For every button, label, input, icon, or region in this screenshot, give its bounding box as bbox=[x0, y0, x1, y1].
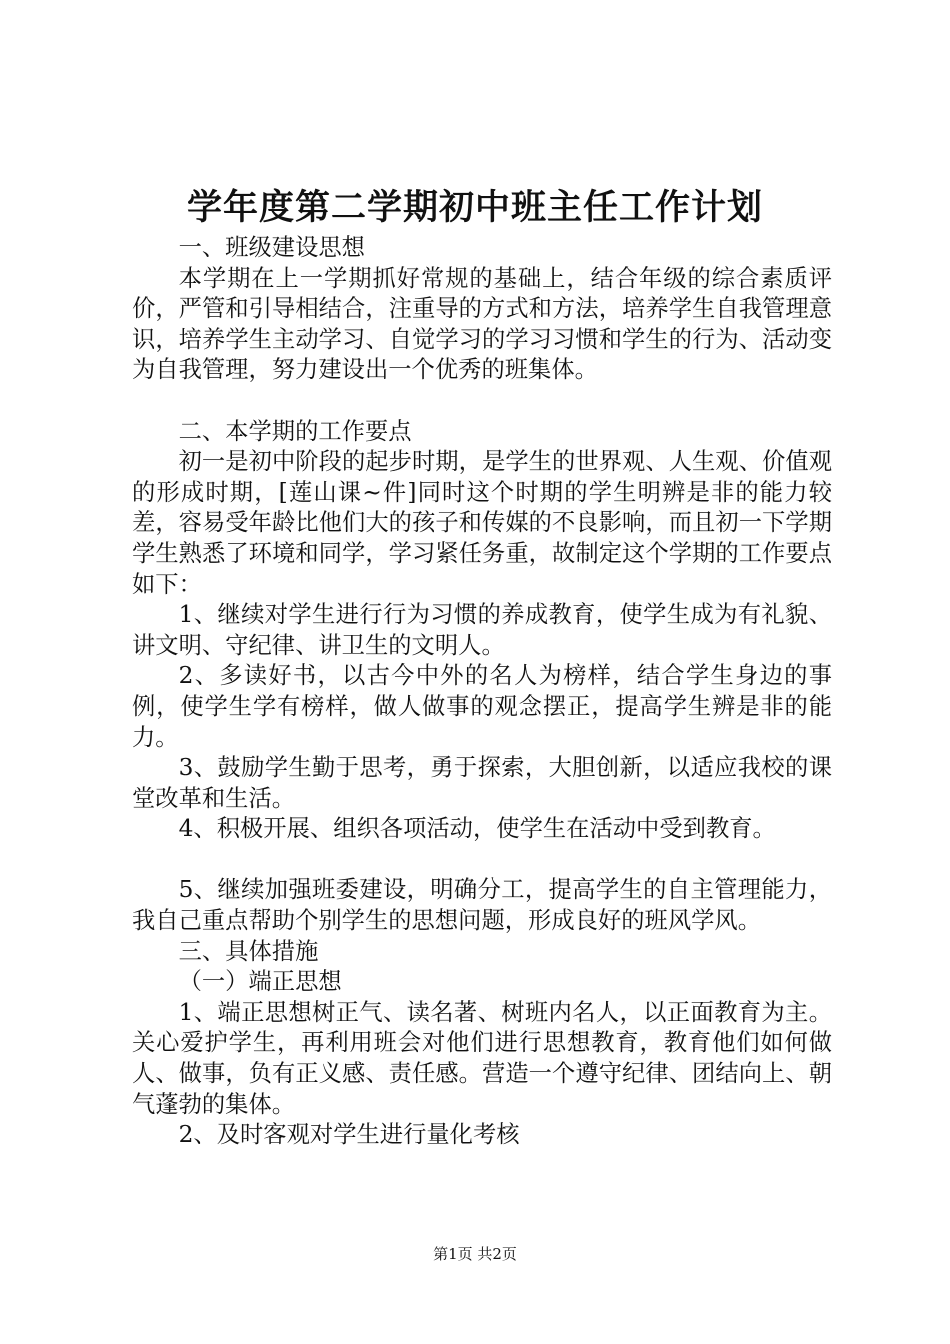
section-heading-1: 一、班级建设思想 bbox=[178, 234, 365, 261]
list-item: 1、继续对学生进行行为习惯的养成教育，使学生成为有礼貌、讲文明、守纪律、讲卫生的文明人。 bbox=[132, 601, 832, 659]
list-item: 2、及时客观对学生进行量化考核 bbox=[178, 1121, 520, 1149]
list-item: 2、多读好书，以古今中外的名人为榜样，结合学生身边的事例，使学生学有榜样，做人做事的观念摆正，提高学生辨是非的能力。 bbox=[132, 662, 832, 751]
section-heading-3: 三、具体措施 bbox=[178, 937, 319, 965]
subsection-heading: （一）端正思想 bbox=[178, 968, 342, 996]
body-paragraph: 本学期在上一学期抓好常规的基础上，结合年级的综合素质评价，严管和引导相结合，注重导的方式和方法，培养学生自我管理意识，培养学生主动学习、自觉学习的学习习惯和学生的行为、活动变为自我管理，努力建设出一个优秀的班集体。 bbox=[132, 264, 832, 384]
list-item: 4、积极开展、组织各项活动，使学生在活动中受到教育。 bbox=[178, 815, 776, 843]
body-paragraph: 初一是初中阶段的起步时期，是学生的世界观、人生观、价值观的形成时期，[莲山课~件]同时这个时期的学生明辨是非的能力较差，容易受年龄比他们大的孩子和传媒的不良影响，而且初一下学期学生熟悉了环境和同学，学习紧任务重，故制定这个学期的工作要点如下： bbox=[132, 448, 832, 598]
section-heading-2: 二、本学期的工作要点 bbox=[178, 417, 412, 445]
list-item: 5、继续加强班委建设，明确分工，提高学生的自主管理能力，我自己重点帮助个别学生的思想问题，形成良好的班风学风。 bbox=[132, 876, 832, 935]
list-item: 3、鼓励学生勤于思考，勇于探索，大胆创新，以适应我校的课堂改革和生活。 bbox=[132, 754, 832, 812]
document-body bbox=[132, 233, 832, 1151]
list-item: 1、端正思想树正气、读名著、树班内名人，以正面教育为主。关心爱护学生，再利用班会对他们进行思想教育，教育他们如何做人、做事，负有正义感、责任感。营造一个遵守纪律、团结向上、朝气蓬勃的集体。 bbox=[132, 998, 832, 1118]
document-title: 学年度第二学期初中班主任工作计划 bbox=[186, 187, 763, 228]
page-footer: 第1页 共2页 bbox=[433, 1245, 517, 1263]
